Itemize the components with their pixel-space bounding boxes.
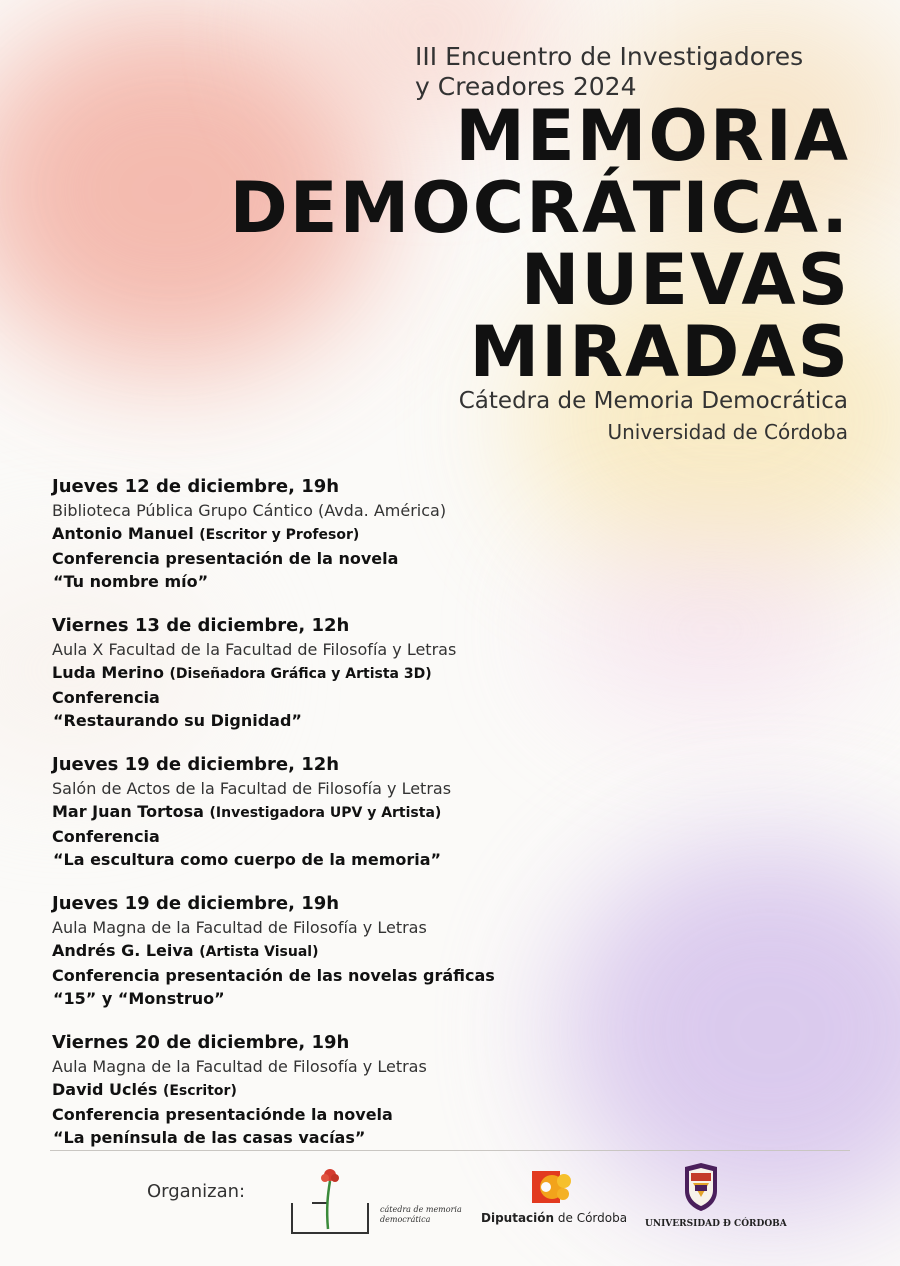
university-logo-text: UNIVERSIDAD Ð CÓRDOBA bbox=[645, 1219, 787, 1229]
poster-title bbox=[0, 95, 850, 393]
diputacion-emblem-icon bbox=[530, 1167, 590, 1207]
university-shield-icon bbox=[681, 1161, 721, 1213]
speaker-role: (Investigadora UPV y Artista) bbox=[209, 805, 442, 821]
title-line-2: DEMOCRÁTICA. bbox=[229, 167, 850, 249]
event-type: Conferencia presentaciónde la novela bbox=[52, 1105, 393, 1124]
organizers-label: Organizan: bbox=[147, 1181, 246, 1202]
event-speaker: David Uclés (Escritor) bbox=[52, 1080, 237, 1099]
event-type: Conferencia bbox=[52, 827, 160, 846]
speaker-role: (Artista Visual) bbox=[199, 944, 319, 960]
event-item bbox=[52, 752, 812, 871]
title-line-1: MEMORIA bbox=[455, 95, 850, 177]
organizer-chair: Cátedra de Memoria Democrática bbox=[458, 388, 848, 414]
event-item bbox=[52, 613, 812, 732]
event-type: Conferencia presentación de las novelas gráficas bbox=[52, 966, 495, 985]
event-date: Viernes 20 de diciembre, 19h bbox=[52, 1032, 350, 1053]
event-speaker: Antonio Manuel (Escritor y Profesor) bbox=[52, 524, 360, 543]
event-item bbox=[52, 891, 812, 1010]
diputacion-cordoba-logo bbox=[478, 1165, 638, 1245]
event-date: Jueves 12 de diciembre, 19h bbox=[52, 476, 340, 497]
speaker-role: (Escritor y Profesor) bbox=[199, 527, 360, 543]
event-item bbox=[52, 474, 812, 593]
event-work-title: “Tu nombre mío” bbox=[53, 572, 209, 591]
event-work-title: “La escultura como cuerpo de la memoria” bbox=[53, 850, 442, 869]
event-date: Jueves 19 de diciembre, 19h bbox=[52, 893, 340, 914]
catedra-memoria-logo bbox=[290, 1163, 460, 1243]
title-line-3: NUEVAS bbox=[520, 239, 850, 321]
event-edition-subtitle: III Encuentro de Investigadores y Creadores 2024 bbox=[415, 42, 804, 101]
event-item bbox=[52, 1030, 812, 1149]
catedra-logo-text: cátedra de memoria democrática bbox=[380, 1205, 462, 1224]
event-type: Conferencia presentación de la novela bbox=[52, 549, 399, 568]
organizer-university: Universidad de Córdoba bbox=[607, 420, 848, 444]
universidad-cordoba-logo bbox=[645, 1161, 787, 1251]
event-place: Biblioteca Pública Grupo Cántico (Avda. América) bbox=[52, 501, 447, 520]
event-speaker: Luda Merino (Diseñadora Gráfica y Artista 3D) bbox=[52, 663, 432, 682]
speaker-role: (Diseñadora Gráfica y Artista 3D) bbox=[169, 666, 432, 682]
event-place: Aula Magna de la Facultad de Filosofía y Letras bbox=[52, 1057, 427, 1076]
event-place: Aula Magna de la Facultad de Filosofía y Letras bbox=[52, 918, 427, 937]
title-line-4: MIRADAS bbox=[469, 311, 850, 393]
event-work-title: “Restaurando su Dignidad” bbox=[53, 711, 302, 730]
event-speaker: Mar Juan Tortosa (Investigadora UPV y Artista) bbox=[52, 802, 442, 821]
organizers-footer bbox=[0, 1155, 900, 1265]
event-work-title: “15” y “Monstruo” bbox=[53, 989, 225, 1008]
event-place: Aula X Facultad de la Facultad de Filosofía y Letras bbox=[52, 640, 457, 659]
event-work-title: “La península de las casas vacías” bbox=[53, 1128, 366, 1147]
event-date: Jueves 19 de diciembre, 12h bbox=[52, 754, 340, 775]
event-place: Salón de Actos de la Facultad de Filosofía y Letras bbox=[52, 779, 452, 798]
events-list bbox=[52, 474, 812, 1169]
footer-divider bbox=[50, 1150, 850, 1151]
event-date: Viernes 13 de diciembre, 12h bbox=[52, 615, 350, 636]
event-type: Conferencia bbox=[52, 688, 160, 707]
speaker-role: (Escritor) bbox=[162, 1083, 237, 1099]
flower-box-icon bbox=[290, 1163, 370, 1243]
event-speaker: Andrés G. Leiva (Artista Visual) bbox=[52, 941, 319, 960]
diputacion-logo-text: Diputación de Córdoba bbox=[481, 1211, 628, 1225]
